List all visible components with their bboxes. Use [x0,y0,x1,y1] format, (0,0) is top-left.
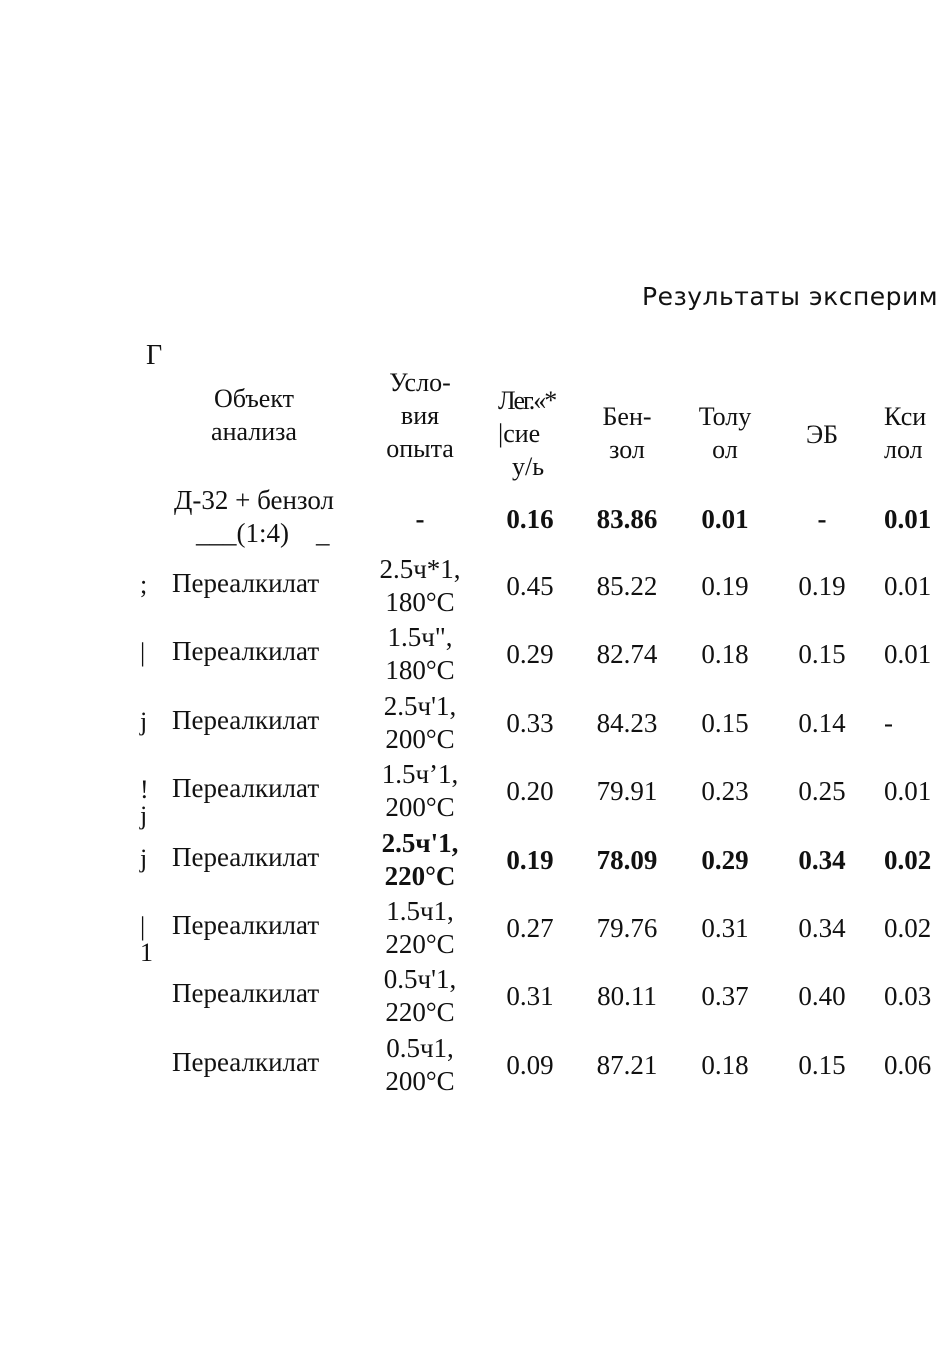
first-row-object-line: Д-32 + бензол [173,485,335,515]
header-benzene-line: Бен- [602,402,652,431]
margin-mark: ; [140,570,148,599]
row-light: 0.45 [506,571,554,601]
row-eb: 0.34 [798,913,846,943]
row-conditions-duration: 2.5ч'1, [383,691,457,721]
header-object-line: анализа [211,417,297,446]
row-xylene: 0.01 [884,776,932,806]
row-conditions [368,827,472,893]
row-xylene: 0.02 [884,913,932,943]
row-conditions [368,1032,472,1098]
row-object: Переалкилат [172,705,320,735]
row-object: Переалкилат [172,1047,320,1077]
row-object: Переалкилат [172,842,320,872]
header-object-line: Объект [214,384,294,413]
row-conditions-duration: 0.5ч1, [386,1033,454,1063]
header-conditions [368,366,472,465]
header-eb-line: ЭБ [805,420,839,449]
row-conditions-temperature: 220°C [384,861,456,891]
row-eb: 0.15 [798,1050,846,1080]
row-conditions-duration: 1.5ч", [387,622,453,652]
row-xylene: 0.01 [884,571,932,601]
row-conditions [368,690,472,756]
row-conditions [368,553,472,619]
row-light: 0.09 [506,1050,554,1080]
margin-mark: j [140,707,148,736]
row-eb: 0.19 [798,571,846,601]
row-object: Переалкилат [172,773,320,803]
header-conditions-line: вия [400,401,440,430]
row-conditions-temperature: 220°C [385,997,455,1027]
row-toluene: 0.18 [701,1050,749,1080]
header-conditions-line: Усло- [389,368,451,397]
row-light: 0.33 [506,708,554,738]
row-conditions [368,963,472,1029]
first-row-light: 0.16 [506,504,554,534]
header-toluene [680,400,770,466]
row-eb: 0.34 [798,845,846,875]
row-conditions-temperature: 220°C [385,929,455,959]
margin-mark: | 1 [140,912,153,967]
row-conditions-temperature: 200°C [385,1066,455,1096]
first-row-benzene: 83.86 [596,504,658,534]
first-row-toluene: 0.01 [701,504,749,534]
row-toluene: 0.23 [701,776,749,806]
row-conditions-duration: 2.5ч'1, [381,828,459,858]
row-xylene: 0.06 [884,1050,932,1080]
row-object: Переалкилат [172,636,320,666]
header-xylene-line: лол [884,435,923,464]
first-row-conditions: - [415,504,425,534]
header-toluene-line: ол [712,435,738,464]
row-object: Переалкилат [172,910,320,940]
first-row-object [160,484,348,550]
row-toluene: 0.18 [701,639,749,669]
row-toluene: 0.37 [701,981,749,1011]
header-toluene-line: Толу [698,402,752,431]
row-light: 0.27 [506,913,554,943]
row-conditions-duration: 1.5ч’1, [381,759,459,789]
row-conditions-duration: 1.5ч1, [386,896,454,926]
header-light [498,384,578,483]
row-benzene: 78.09 [596,845,658,875]
first-row-xylene: 0.01 [884,504,932,534]
row-toluene: 0.15 [701,708,749,738]
first-row-object-line: ___(1:4) _ [196,518,330,548]
row-benzene: 82.74 [596,639,658,669]
header-light-line: Лег.«* [498,386,556,415]
header-conditions-line: опыта [386,434,454,463]
row-conditions [368,621,472,687]
header-xylene-line: Кси [884,402,927,431]
row-eb: 0.15 [798,639,846,669]
row-conditions-temperature: 180°C [385,655,455,685]
corner-mark: Г [146,340,163,371]
row-benzene: 80.11 [597,981,657,1011]
row-eb: 0.25 [798,776,846,806]
header-benzene-line: зол [609,435,645,464]
row-benzene: 85.22 [596,571,658,601]
row-benzene: 79.76 [596,913,658,943]
header-eb [778,418,866,451]
row-conditions-duration: 2.5ч*1, [379,554,461,584]
row-conditions [368,758,472,824]
row-xylene: 0.02 [884,845,932,875]
row-xylene: - [884,708,893,738]
margin-mark: ! j [140,775,149,830]
row-benzene: 87.21 [596,1050,658,1080]
header-light-line: у/ь [512,452,545,481]
row-conditions [368,895,472,961]
row-eb: 0.40 [798,981,846,1011]
margin-mark: j [140,844,148,873]
header-light-line: |сие [498,419,541,448]
row-toluene: 0.31 [701,913,749,943]
row-object: Переалкилат [172,568,320,598]
row-conditions-temperature: 180°C [385,587,455,617]
row-conditions-temperature: 200°C [385,724,455,754]
row-light: 0.29 [506,639,554,669]
header-benzene [580,400,674,466]
margin-mark: | [140,638,146,667]
header-xylene [884,400,938,466]
first-row-eb: - [817,504,827,534]
row-benzene: 79.91 [596,776,658,806]
row-toluene: 0.29 [701,845,749,875]
row-light: 0.20 [506,776,554,806]
row-toluene: 0.19 [701,571,749,601]
row-xylene: 0.03 [884,981,932,1011]
header-object [160,382,348,448]
row-light: 0.19 [506,845,554,875]
row-object: Переалкилат [172,978,320,1008]
row-eb: 0.14 [798,708,846,738]
table-title: Результаты эксперим [642,282,938,311]
row-xylene: 0.01 [884,639,932,669]
row-conditions-temperature: 200°C [385,792,455,822]
row-benzene: 84.23 [596,708,658,738]
row-conditions-duration: 0.5ч'1, [383,964,457,994]
row-light: 0.31 [506,981,554,1011]
